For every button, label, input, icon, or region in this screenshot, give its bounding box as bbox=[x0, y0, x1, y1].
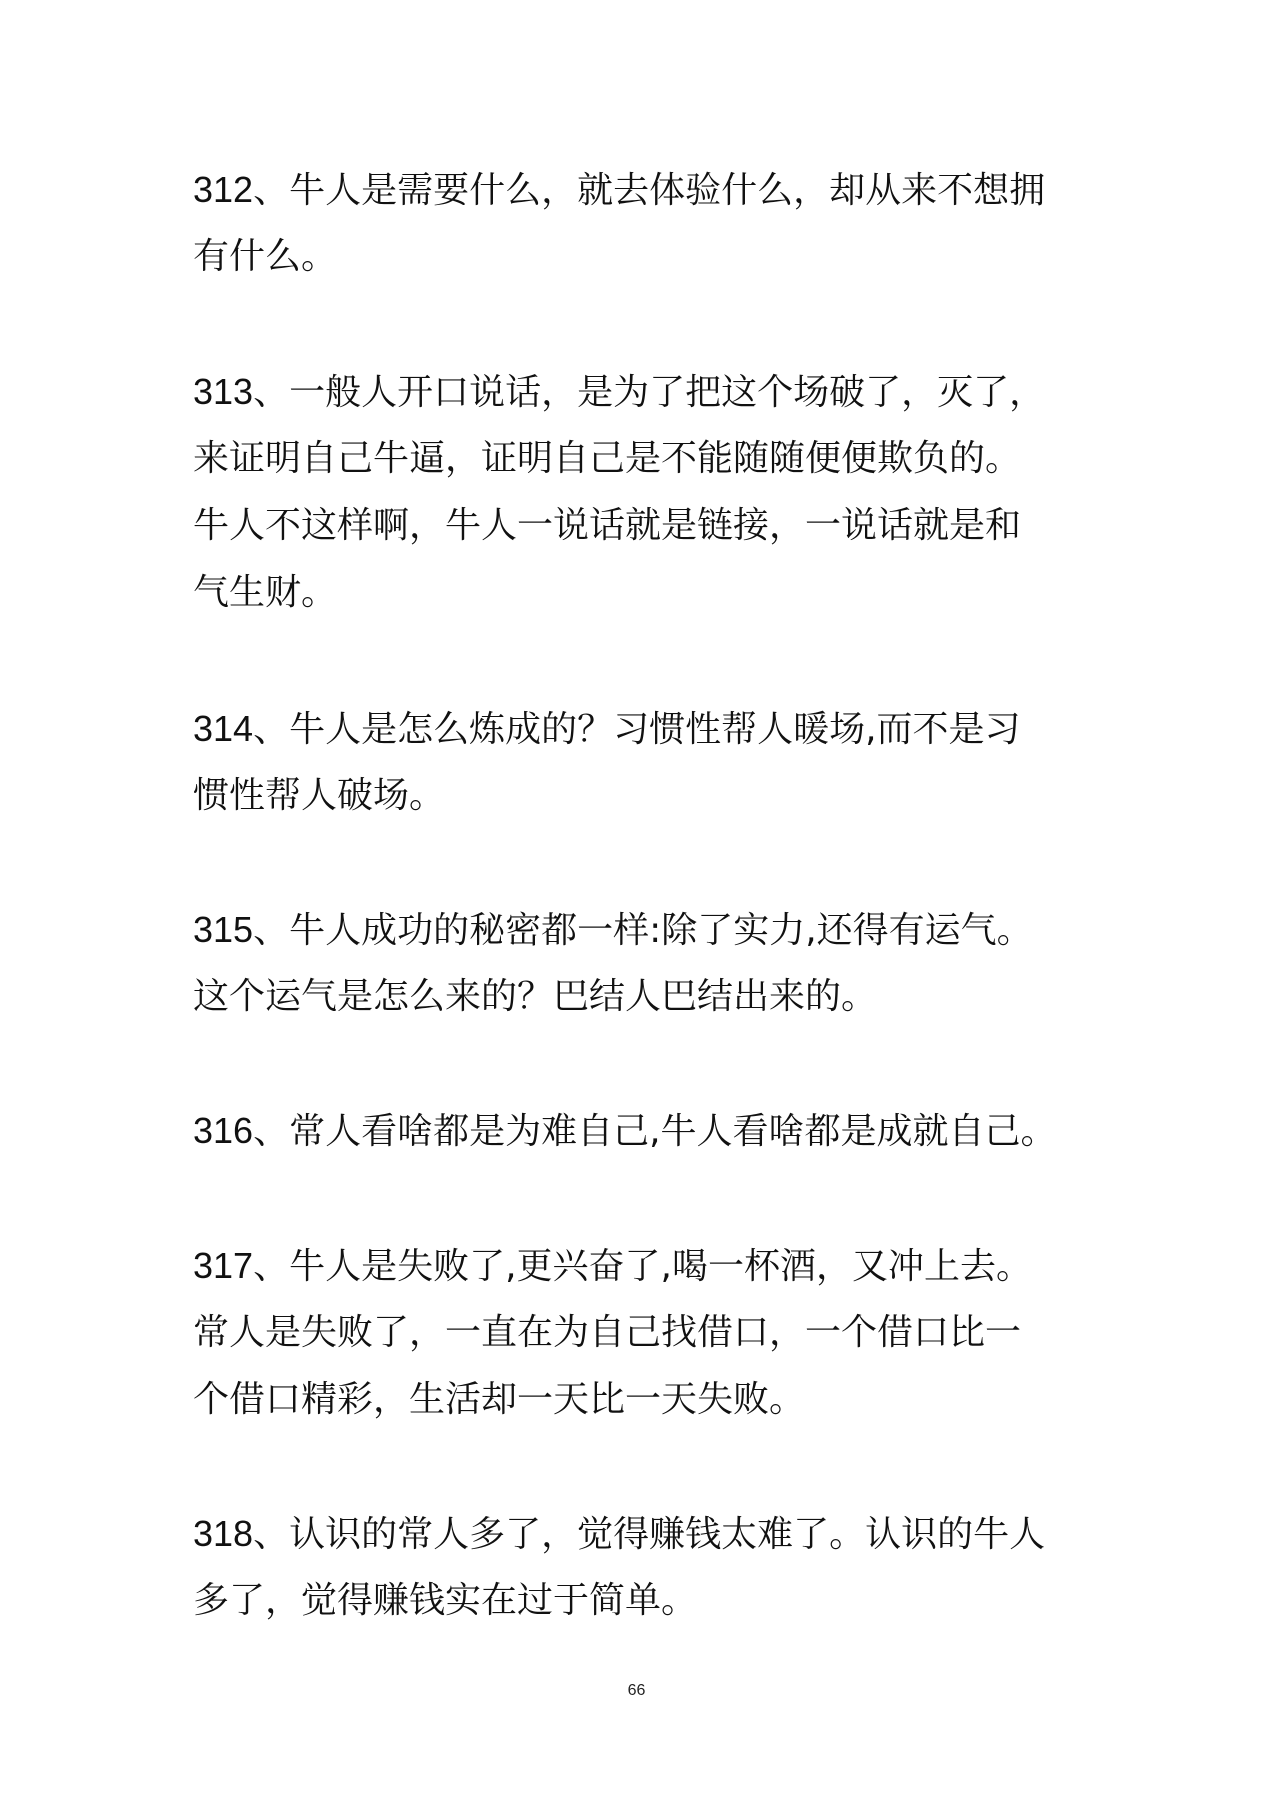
entry-line: 来证明自己牛逼，证明自己是不能随随便便欺负的。 bbox=[193, 438, 1022, 479]
entry-318 bbox=[193, 1500, 1098, 1634]
entry-text: 、认识的常人多了，觉得赚钱太难了。认识的牛人 bbox=[253, 1514, 1046, 1555]
entry-line bbox=[193, 358, 1098, 425]
entry-number: 316 bbox=[193, 1110, 254, 1151]
entry-line bbox=[193, 695, 1098, 762]
entry-316 bbox=[193, 1097, 1098, 1164]
entry-line: 有什么。 bbox=[193, 236, 338, 277]
entry-number: 313 bbox=[193, 371, 254, 412]
entry-line: 个借口精彩，生活却一天比一天失败。 bbox=[193, 1379, 806, 1420]
entry-number: 315 bbox=[193, 909, 254, 950]
entry-313 bbox=[193, 358, 1098, 626]
entry-line: 常人是失败了，一直在为自己找借口，一个借口比一 bbox=[193, 1312, 1022, 1353]
entry-line bbox=[193, 1500, 1098, 1567]
entry-line: 惯性帮人破场。 bbox=[193, 775, 446, 816]
entry-line bbox=[193, 156, 1098, 223]
entry-line bbox=[193, 1097, 1098, 1164]
entry-line: 牛人不这样啊，牛人一说话就是链接，一说话就是和 bbox=[193, 505, 1022, 546]
entry-number: 317 bbox=[193, 1245, 254, 1286]
entry-line: 多了，觉得赚钱实在过于简单。 bbox=[193, 1580, 698, 1621]
entry-text: 、牛人是需要什么，就去体验什么，却从来不想拥 bbox=[253, 170, 1046, 211]
entry-text: 、牛人是失败了,更兴奋了,喝一杯酒，又冲上去。 bbox=[253, 1246, 1032, 1287]
entry-314 bbox=[193, 695, 1098, 829]
entry-line bbox=[193, 1232, 1098, 1299]
entry-312 bbox=[193, 156, 1098, 290]
entry-text: 、常人看啥都是为难自己,牛人看啥都是成就自己。 bbox=[253, 1111, 1057, 1152]
entry-text: 、牛人是怎么炼成的？习惯性帮人暖场,而不是习 bbox=[253, 709, 1021, 750]
entry-number: 314 bbox=[193, 708, 254, 749]
entry-line bbox=[193, 896, 1098, 963]
entry-text: 、牛人成功的秘密都一样:除了实力,还得有运气。 bbox=[253, 910, 1033, 951]
entry-number: 318 bbox=[193, 1513, 254, 1554]
entry-line: 这个运气是怎么来的？巴结人巴结出来的。 bbox=[193, 976, 878, 1017]
entry-317 bbox=[193, 1232, 1098, 1433]
entry-text: 、一般人开口说话，是为了把这个场破了，灭了， bbox=[253, 372, 1046, 413]
entry-line: 气生财。 bbox=[193, 572, 338, 613]
page-number: 66 bbox=[627, 1682, 646, 1699]
entry-number: 312 bbox=[193, 169, 254, 210]
entry-315 bbox=[193, 896, 1098, 1030]
